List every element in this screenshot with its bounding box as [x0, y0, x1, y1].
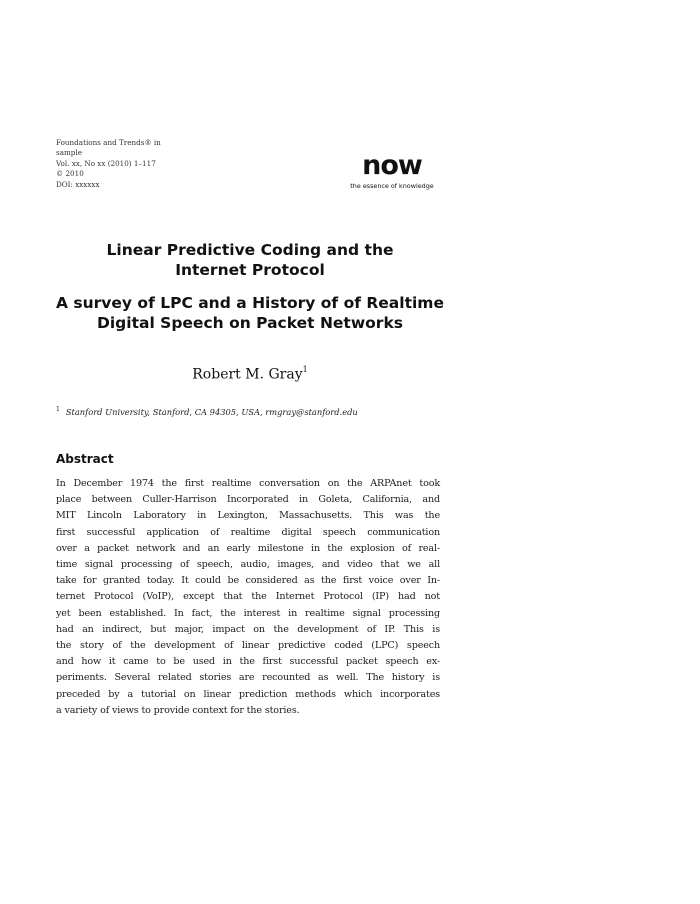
affiliation-mark: 1	[56, 406, 60, 413]
paper-title	[40, 240, 460, 280]
journal-metadata	[56, 138, 256, 190]
journal-series: Foundations and Trends® in	[56, 138, 161, 147]
author-affiliation-mark: 1	[302, 365, 308, 374]
journal-volume: Vol. xx, No xx (2010) 1–117	[56, 158, 156, 168]
publisher-logo	[346, 152, 438, 190]
author	[40, 366, 460, 383]
journal-doi: DOI: xxxxxx	[56, 179, 100, 189]
abstract-line: a variety of views to provide context for the stories.	[56, 704, 300, 716]
abstract-line: MIT Lincoln Laboratory in Lexington, Massachusetts. This was the	[56, 510, 440, 522]
abstract-line: In December 1974 the first realtime conversation on the ARPAnet took	[56, 478, 440, 489]
abstract-line: and how it came to be used in the first successful packet speech ex-	[56, 656, 440, 668]
abstract-line: the story of the development of linear predictive coded (LPC) speech	[56, 640, 440, 652]
abstract-line: ternet Protocol (VoIP), except that the Internet Protocol (IP) had not	[56, 591, 440, 603]
abstract-line: first successful application of realtime digital speech communication	[56, 526, 440, 538]
publisher-logo-word: now	[362, 150, 422, 181]
abstract-line: time signal processing of speech, audio, images, and video that we all	[56, 559, 440, 571]
paper-title-line-1: Linear Predictive Coding and the	[106, 241, 394, 259]
abstract-line: take for granted today. It could be considered as the first voice over In-	[56, 575, 440, 587]
author-name: Robert M. Gray	[192, 366, 303, 383]
abstract-line: had an indirect, but major, impact on the development of IP. This is	[56, 623, 440, 635]
paper-subtitle-line-1: A survey of LPC and a History of of Realtime	[56, 294, 444, 312]
abstract-line: over a packet network and an early milestone in the explosion of real-	[56, 542, 440, 554]
paper-title-line-2: Internet Protocol	[175, 261, 325, 279]
abstract-line: preceded by a tutorial on linear prediction methods which incorporates	[56, 688, 440, 700]
abstract-heading: Abstract	[56, 452, 114, 466]
paper-subtitle	[40, 293, 460, 333]
abstract-line: yet been established. In fact, the interest in realtime signal processing	[56, 607, 440, 619]
journal-copyright: © 2010	[56, 169, 84, 179]
publisher-logo-tagline: the essence of knowledge	[350, 182, 434, 190]
paper-subtitle-line-2: Digital Speech on Packet Networks	[97, 314, 403, 332]
abstract-line: periments. Several related stories are recounted as well. The history is	[56, 672, 440, 684]
affiliation-text: Stanford University, Stanford, CA 94305, USA, rmgray@stanford.edu	[65, 406, 358, 417]
abstract-line: place between Culler-Harrison Incorporated in Goleta, California, and	[56, 494, 440, 506]
journal-name: sample	[56, 148, 82, 158]
abstract-body	[56, 476, 440, 719]
author-affiliation	[56, 406, 456, 417]
